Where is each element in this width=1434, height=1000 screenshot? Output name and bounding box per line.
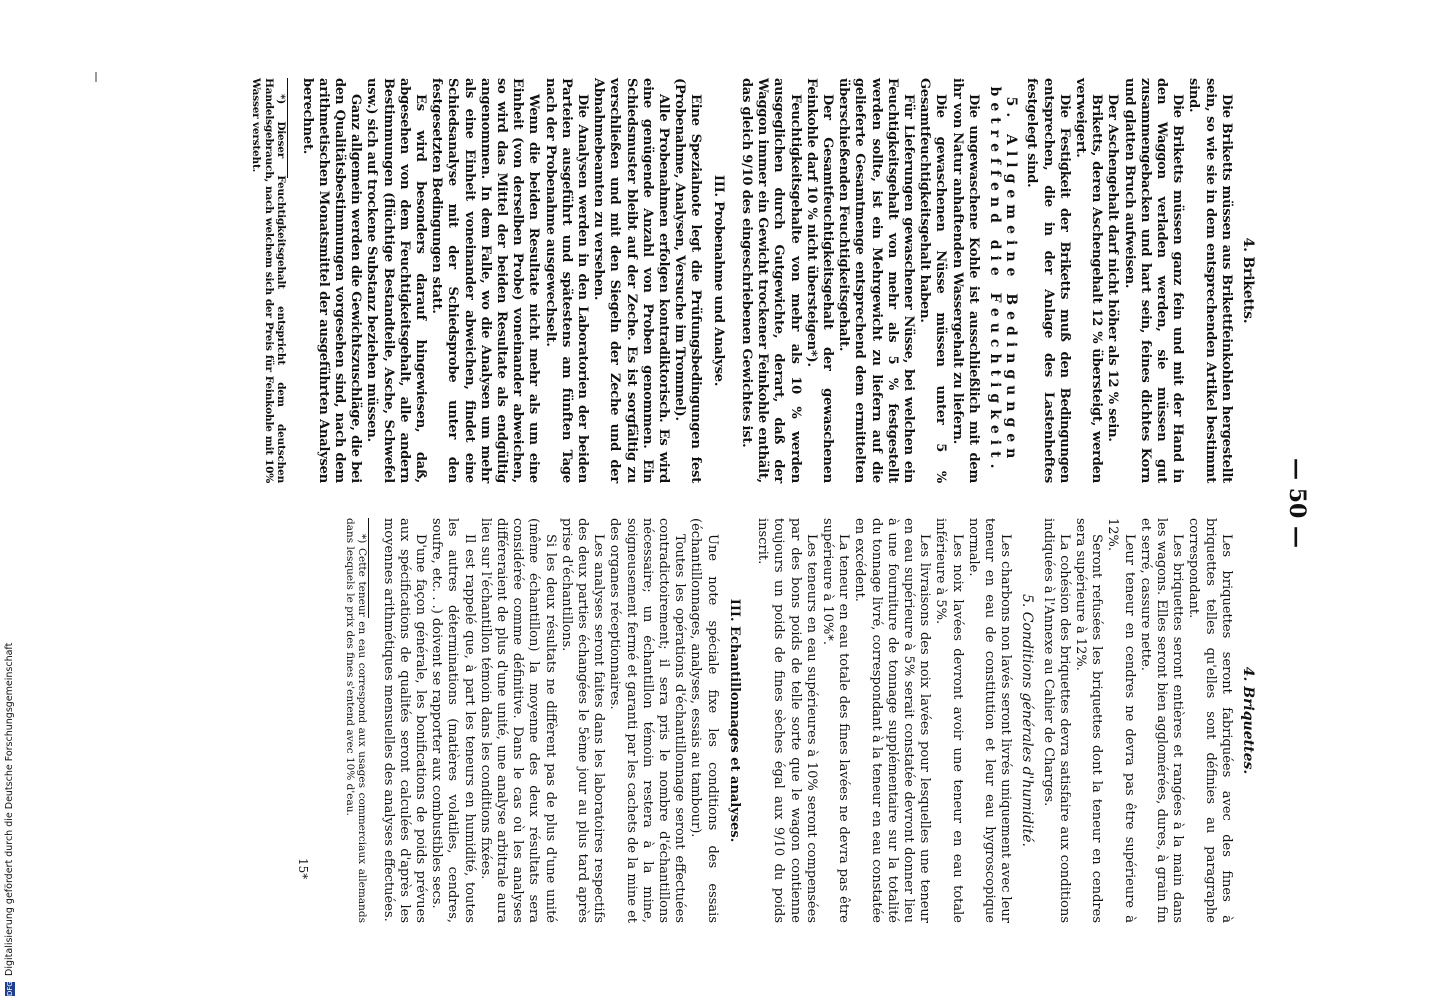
paragraph: Toutes les opérations d'échantillonnage seront effectuées contradictoirement; il sera pris le nombre d'échantillons nécessaire; un échantillon témoin restera à la mine, soigneusement fermé et garanti par les cachets de la mine et des organes réceptionnaires.: [607, 518, 688, 923]
paragraph: Une note spéciale fixe les conditions des essais (échantillonnages, analyses, essais au tambour).: [688, 518, 720, 923]
paragraph: Es wird besonders darauf hingewiesen, daß, abgesehen von dem Feuchtigkeitsgehalt, alle andern Bestimmungen (flüchtige Bestandteile, Asche, Schwefel usw.) sich auf trockene Substanz beziehen müssen.: [364, 78, 429, 483]
paragraph: Wenn die beiden Resultate nicht mehr als um eine Einheit (von derselben Probe) voneinander abweichen, so wird das Mittel der beiden Resultate als endgültig angenommen. In dem Falle, wo die Analysen um mehr als eine Einheit voneinander abweichen, findet eine Schiedsanalyse mit der Schiedsprobe unter den festgesetzten Bedingungen statt.: [429, 78, 542, 483]
paragraph: Die Briketts müssen aus Brikettfeinkohlen hergestellt sein, so wie sie in dem entsprechenden Artikel bestimmt sind.: [1186, 78, 1234, 483]
paragraph: Seront refusées les briquettes dont la teneur en cendres sera supérieure à 12%.: [1072, 518, 1105, 923]
paragraph: Les briquettes seront fabriquées avec des fines à briquettes telles qu'elles sont définies au paragraphe correspondant.: [1186, 518, 1234, 923]
credit-text: Digitalisierung gefördert durch die Deutsche Forschungsgemeinschaft: [4, 642, 15, 976]
paragraph: Les livraisons des noix lavées pour lesquelles une teneur en eau supérieure à 5% serait constatée devront donner lieu à une fourniture de tonnage supplémentaire sur la totalité du tonnage livré, correspondant à la teneur en eau constatée en excédent.: [852, 518, 933, 923]
paragraph: La cohésion des briquettes devra satisfaire aux conditions indiquées à l'Annexe au Cahier de Charges.: [1040, 518, 1072, 923]
paragraph: Die Briketts müssen ganz fein und mit der Hand in den Waggon verladen werden, sie müssen gut zusammengebacken und hart sein, feines dichtes Korn und glatten Bruch aufweisen.: [1121, 78, 1186, 483]
section-heading-echantillonnages: III. Echantillonnages et analyses.: [726, 598, 742, 843]
paragraph: D'une façon générale, les bonifications de poids prévues aux spécifications de qualités seront calculées d'après les moyennes arithmétiques mensuelles des analyses effectuées.: [380, 518, 429, 923]
section-heading-briketts: 4. Briketts.: [1240, 237, 1256, 324]
paragraph: Der Aschengehalt darf nicht höher als 12 % sein.: [1105, 94, 1121, 442]
dfg-logo-icon: DFG: [5, 981, 14, 996]
paragraph: Si les deux résultats ne diffèrent pas de plus d'une unité (même échantillon) la moyenne des deux résultats sera considérée comme définitive. Dans le cas où les analyses différeraient de plus d'une unité, une analyse arbitrale aura lieu sur l'échantillon témoin dans les conditions fixées.: [477, 518, 558, 923]
paragraph: Les teneurs en eau supérieures à 10% seront compensées par des bons poids de telle sorte que le wagon contienne toujours un poids de fines sèches égal aux 9/10 du poids inscrit.: [755, 518, 819, 923]
section-heading-briquettes: 4. Briquettes.: [1240, 666, 1256, 775]
french-column: [343, 518, 1260, 923]
paragraph: Les noix lavées devront avoir une teneur en eau totale inférieure à 5%.: [933, 518, 965, 923]
paragraph: Les analyses seront faites dans les laboratoires respectifs des deux parties échangées le 5ème jour au plus tard après prise d'échantillons.: [558, 518, 607, 923]
german-column: [250, 78, 1260, 483]
paragraph: Die Festigkeit der Briketts muß den Bedingungen entsprechen, die in der Anlage des Lastenheftes festgelegt sind.: [1024, 78, 1072, 483]
paragraph: La teneur en eau totale des fines lavées ne devra pas être supérieure à 10%*.: [819, 518, 852, 923]
scan-mark: [95, 72, 97, 82]
paragraph: Die Analysen werden in den Laboratorien der beiden Parteien ausgeführt und spätestens am fünften Tage nach der Probenahme ausgewechselt.: [542, 78, 591, 483]
paragraph: Briketts, deren Aschengehalt 12 % übersteigt, werden verweigert.: [1072, 78, 1105, 483]
footnote: *) Cette teneur en eau correspond aux usages commerciaux allemands dans lesquels le prix des fines s'entend avec 10% d'eau.: [343, 518, 369, 923]
paragraph: Les charbons non lavés seront livrés uniquement avec leur teneur en eau de constitution et leur eau hygroscopique normale.: [965, 518, 1014, 923]
paragraph: Ganz allgemein werden die Gewichtszuschläge, die bei den Qualitätsbestimmungen vorgesehen sind, nach dem arithmetischen Monatsmittel der ausgeführten Analysen berechnet.: [299, 78, 364, 483]
paragraph: Der Gesamtfeuchtigkeitsgehalt der gewaschenen Feinkohle darf 10 % nicht übersteigen*).: [803, 78, 835, 483]
paragraph: Feuchtigkeitsgehalte von mehr als 10 % werden ausgeglichen durch Gutgewichte, derart, daß der Waggon immer ein Gewicht trockener Feinkohle enthält, das gleich 9/10 des eingeschriebenen Gewichtes ist.: [738, 78, 803, 483]
paragraph: Les briquettes seront entières et rangées à la main dans les wagons. Elles seront bien agglomérées, dures, à grain fin et serré, cassure nette.: [1137, 518, 1186, 923]
paragraph: Eine Spezialnote legt die Prüfungsbedingungen fest (Probenahme, Analysen, Versuche im Trommel).: [672, 78, 704, 483]
page-number: — 50 —: [1284, 458, 1310, 548]
section-heading-feuchtigkeit: 5. Allgemeine Bedingungen betreffend die Feuchtigkeit.: [986, 86, 1020, 475]
footnote: *) Dieser Feuchtigkeitsgehalt entspricht dem deutschen Handelsgebrauch, nach welchem sich der Preis für Feinkohle mit 10% Wasser versteht.: [250, 78, 288, 483]
digitization-credit: [4, 643, 15, 996]
section-heading-probenahme: III. Probenahme und Analyse.: [710, 174, 726, 387]
document-page: [110, 78, 1310, 928]
paragraph: Für Lieferungen gewaschener Nüsse, bei welchen ein Feuchtigkeitsgehalt von mehr als 5 % festgestellt werden sollte, ist ein Mehrgewicht zu liefern auf die gelieferte Gesamtmenge entsprechend dem ermittelten überschießenden Feuchtigkeitsgehalt.: [836, 78, 916, 483]
footnote-rule: [368, 518, 369, 618]
paragraph: Alle Probenahmen erfolgen kontradiktorisch. Es wird eine genügende Anzahl von Proben genommen. Ein Schiedsmuster bleibt auf der Zeche. Es ist sorgfältig zu verschließen und mit den Siegeln der Zeche und der Abnahmebeamten zu versehen.: [591, 78, 672, 483]
paragraph: Die gewaschenen Nüsse müssen unter 5 % Gesamtfeuchtigkeitsgehalt haben.: [917, 78, 949, 483]
section-heading-humidite: 5. Conditions générales d'humidité.: [1019, 594, 1036, 847]
footnote-rule: [287, 78, 288, 178]
signature-mark: 15*: [296, 858, 310, 880]
paragraph: Il est rappelé que, à part les teneurs en humidité, toutes les autres déterminations (matières volatiles, cendres, soufre, etc. . .) doivent se rapporter aux combustibles secs.: [429, 518, 477, 923]
paragraph: Die ungewaschene Kohle ist ausschließlich mit dem ihr von Natur anhaftenden Wassergehalt zu liefern.: [949, 78, 981, 483]
paragraph: Leur teneur en cendres ne devra pas être supérieure à 12%.: [1105, 518, 1137, 923]
